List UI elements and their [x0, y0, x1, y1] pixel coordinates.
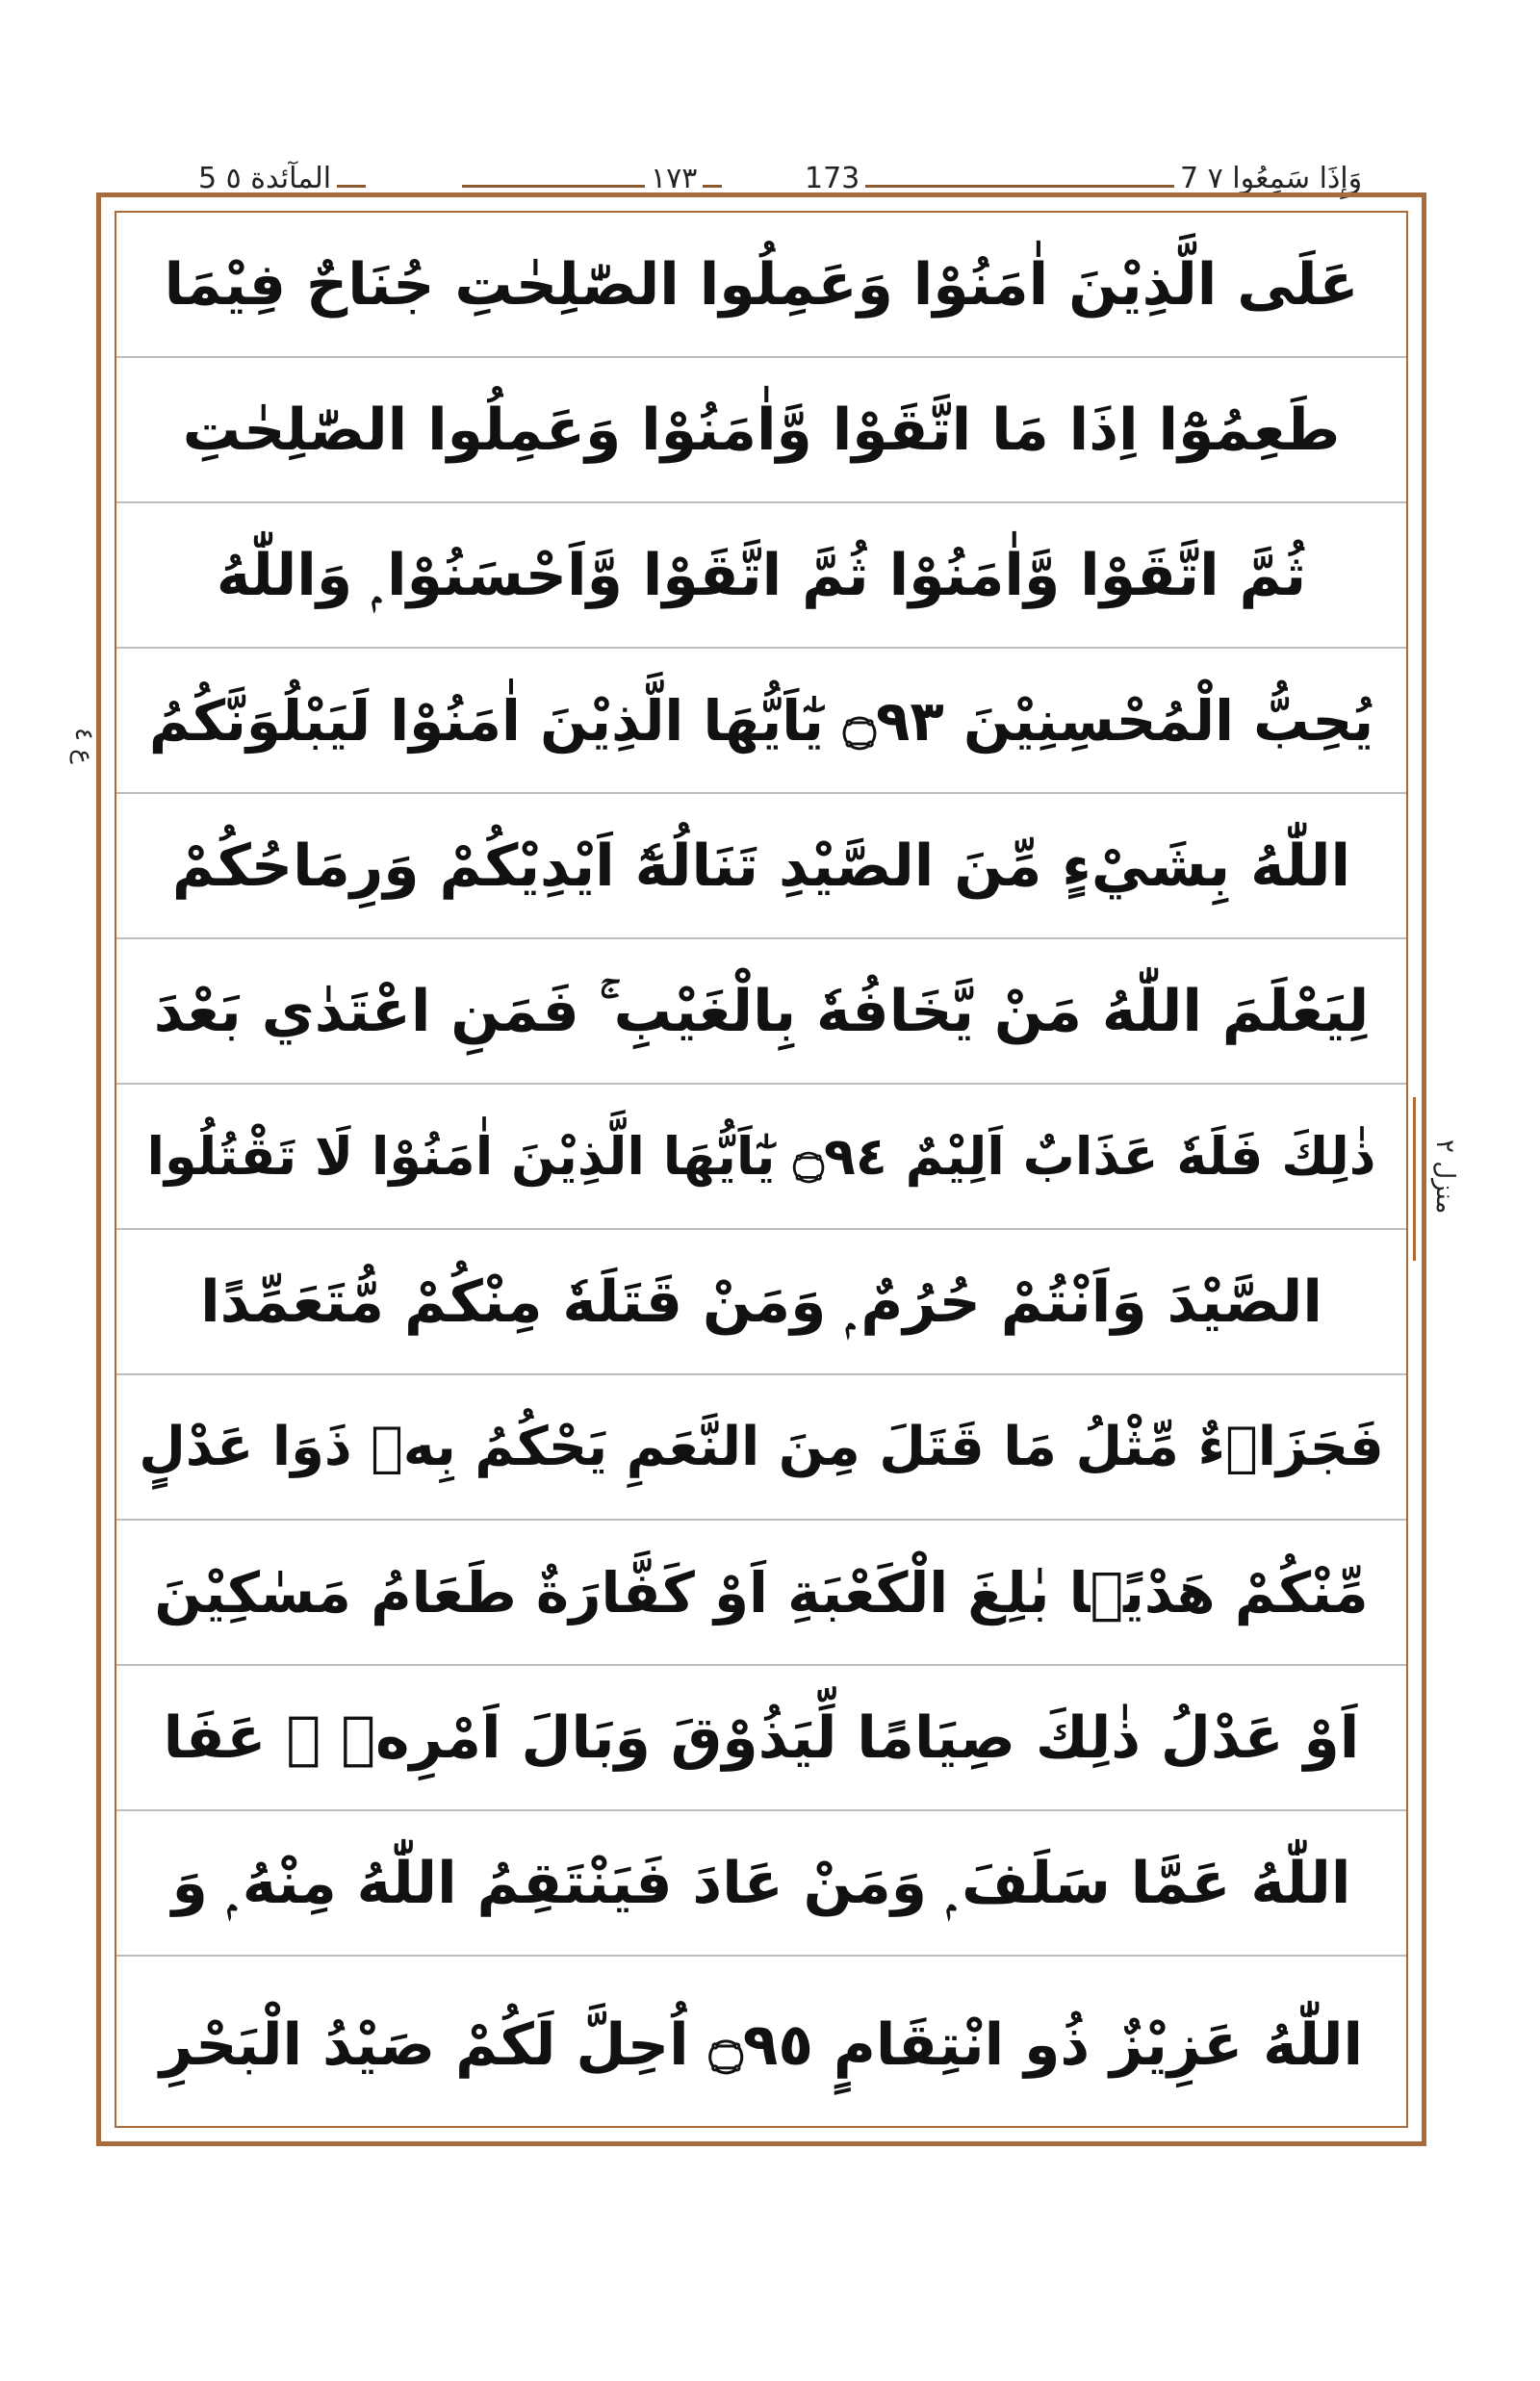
juz-label: 7 وَإِذَا سَمِعُوا ٧	[1174, 160, 1368, 198]
verse-line-4	[116, 649, 1406, 794]
verse-text: الصَّيْدَ وَاَنْتُمْ حُرُمٌ ۭ وَمَنْ قَتَلَهٗ مِنْكُمْ مُّتَعَمِّدًا	[200, 1267, 1322, 1336]
verse-line-9	[116, 1375, 1406, 1521]
page-frame	[96, 192, 1426, 2146]
verse-text: يُحِبُّ الْمُحْسِنِيْنَ ۝٩٣ يٰٓاَيُّهَا الَّذِيْنَ اٰمَنُوْا لَيَبْلُوَنَّكُمُ	[148, 687, 1374, 754]
verse-text: اللّٰهُ عَمَّا سَلَفَ ۭ وَمَنْ عَادَ فَيَنْتَقِمُ اللّٰهُ مِنْهُ ۭ وَ	[171, 1849, 1351, 1917]
ruku-mark: ع ٤	[69, 728, 98, 764]
verse-line-1	[116, 213, 1406, 358]
verse-line-2	[116, 358, 1406, 503]
verse-line-13	[116, 1957, 1406, 2134]
verse-text: ذٰلِكَ فَلَهٗ عَذَابٌ اَلِيْمٌ ۝٩٤ يٰٓاَيُّهَا الَّذِيْنَ اٰمَنُوْا لَا تَقْتُلُوا	[146, 1126, 1376, 1187]
page-number: 173	[799, 160, 865, 198]
page-number-arabic: ١٧٣	[645, 160, 703, 198]
verse-line-11	[116, 1666, 1406, 1811]
verse-text: اللّٰهُ بِشَيْءٍ مِّنَ الصَّيْدِ تَنَالُهٗٓ اَيْدِيْكُمْ وَرِمَاحُكُمْ	[171, 832, 1351, 900]
text-area	[115, 211, 1408, 2128]
verse-lines	[116, 213, 1406, 2126]
verse-text: ثُمَّ اتَّقَوْا وَّاٰمَنُوْا ثُمَّ اتَّقَوْا وَّاَحْسَنُوْا ۭ وَاللّٰهُ	[216, 541, 1307, 609]
verse-line-6	[116, 939, 1406, 1085]
verse-text: فَجَزَاۗءٌ مِّثْلُ مَا قَتَلَ مِنَ النَّعَمِ يَحْكُمُ بِهٖ ذَوَا عَدْلٍ	[139, 1416, 1384, 1478]
surah-label: 5 المآئدة ٥	[192, 160, 337, 198]
header-rule	[857, 185, 1179, 188]
verse-line-3	[116, 503, 1406, 649]
verse-text: مِّنْكُمْ هَدْيًۢا بٰلِغَ الْكَعْبَةِ اَوْ كَفَّارَةٌ طَعَامُ مَسٰكِيْنَ	[154, 1559, 1369, 1626]
verse-text: اللّٰهُ عَزِيْزٌ ذُو انْتِقَامٍ ۝٩٥ اُحِلَّ لَكُمْ صَيْدُ الْبَحْرِ	[159, 2011, 1364, 2079]
verse-line-10	[116, 1521, 1406, 1666]
verse-text: عَلَى الَّذِيْنَ اٰمَنُوْا وَعَمِلُوا الصّٰلِحٰتِ جُنَاحٌ فِيْمَا	[164, 250, 1359, 319]
verse-line-7	[116, 1085, 1406, 1230]
verse-line-12	[116, 1811, 1406, 1957]
manzil-mark: منزل ٢	[1430, 1139, 1459, 1215]
verse-text: طَعِمُوْٓا اِذَا مَا اتَّقَوْا وَّاٰمَنُوْا وَعَمِلُوا الصّٰلِحٰتِ	[182, 396, 1341, 464]
verse-text: اَوْ عَدْلُ ذٰلِكَ صِيَامًا لِّيَذُوْقَ وَبَالَ اَمْرِهٖ ۭ عَفَا	[163, 1703, 1360, 1772]
verse-line-5	[116, 794, 1406, 939]
verse-text: لِيَعْلَمَ اللّٰهُ مَنْ يَّخَافُهٗ بِالْغَيْبِ ۚ فَمَنِ اعْتَدٰي بَعْدَ	[153, 977, 1370, 1045]
verse-line-8	[116, 1230, 1406, 1375]
